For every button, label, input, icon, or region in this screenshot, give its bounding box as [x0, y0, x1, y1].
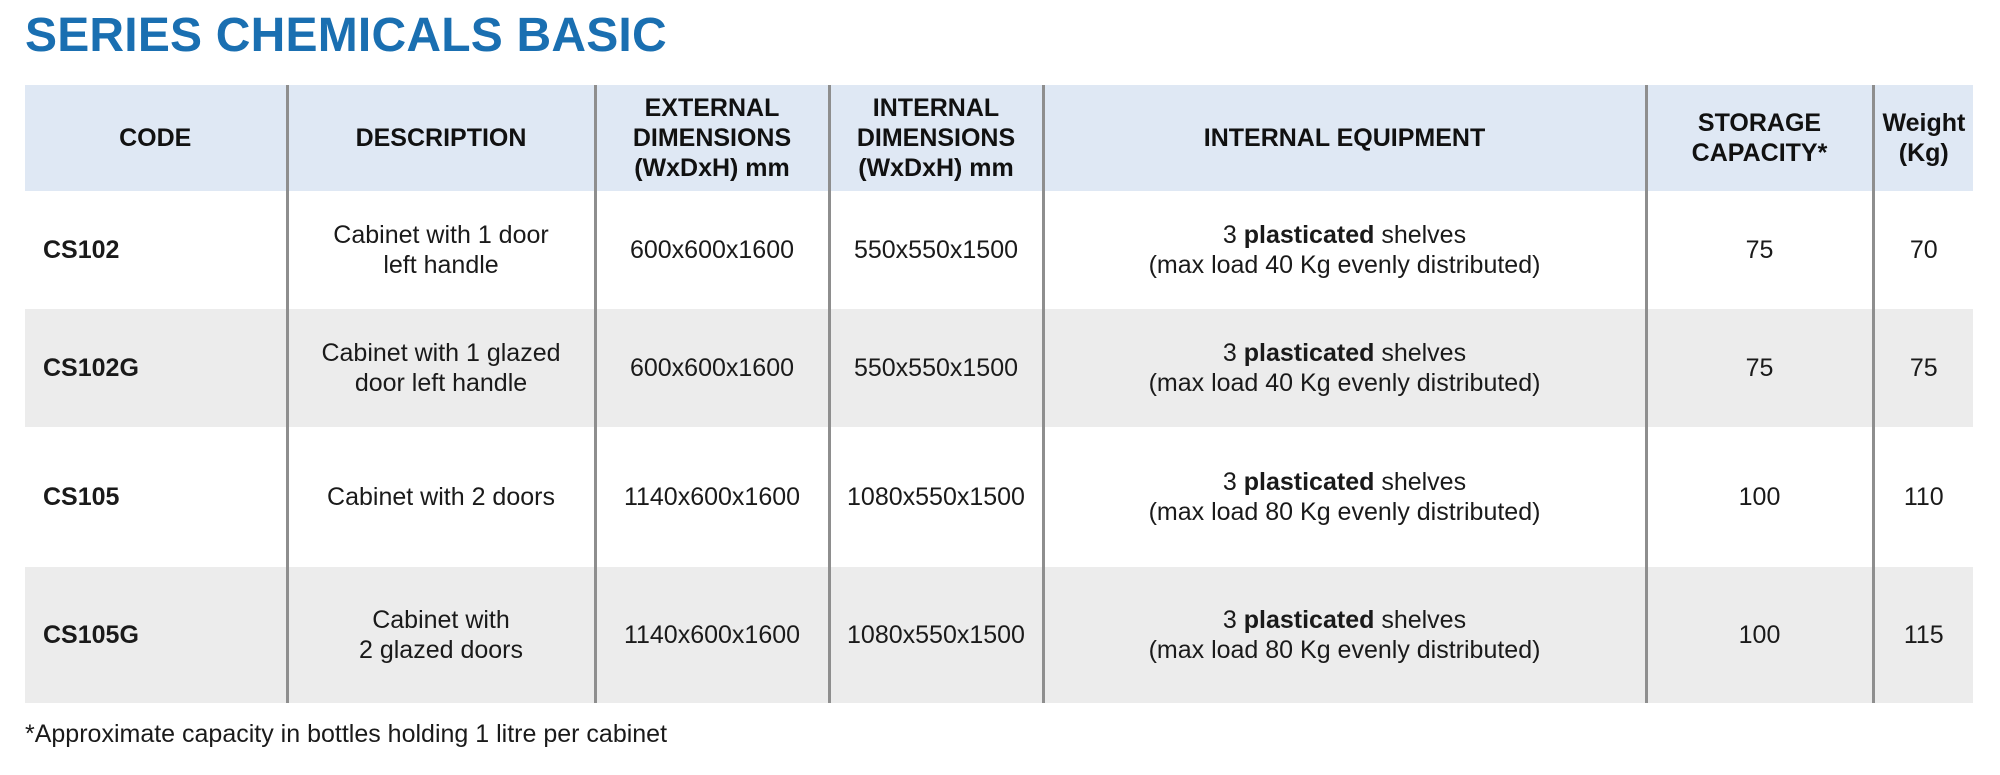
cell-external-dimensions: 1140x600x1600	[595, 427, 829, 567]
header-external-dimensions	[595, 85, 829, 191]
equipment-load: (max load 40 Kg evenly distributed)	[1148, 251, 1541, 279]
cell-weight: 70	[1873, 191, 1973, 309]
header-row	[25, 85, 1973, 191]
header-text: STORAGE	[1697, 109, 1822, 137]
cell-external-dimensions: 600x600x1600	[595, 309, 829, 427]
cell-description	[287, 191, 595, 309]
equipment-count: 3	[1222, 606, 1244, 634]
cell-description	[287, 309, 595, 427]
equipment-load: (max load 40 Kg evenly distributed)	[1148, 369, 1541, 397]
cell-storage-capacity: 75	[1646, 309, 1873, 427]
header-text: (WxDxH) mm	[858, 154, 1014, 182]
equipment-line	[1053, 467, 1637, 497]
equipment-item: shelves	[1374, 339, 1467, 367]
equipment-line	[1053, 220, 1637, 250]
equipment-count: 3	[1222, 221, 1244, 249]
description-line: Cabinet with	[372, 606, 510, 634]
equipment-material: plasticated	[1243, 468, 1375, 496]
description-line: Cabinet with 2 doors	[327, 483, 555, 511]
cell-internal-dimensions: 550x550x1500	[829, 191, 1043, 309]
footnote: *Approximate capacity in bottles holding 1 litre per cabinet	[25, 720, 668, 748]
equipment-count: 3	[1222, 339, 1244, 367]
description-line: door left handle	[354, 369, 528, 397]
header-weight	[1873, 85, 1973, 191]
description-line: Cabinet with 1 glazed	[321, 339, 561, 367]
table-row	[25, 427, 1973, 567]
cell-internal-dimensions: 550x550x1500	[829, 309, 1043, 427]
cell-external-dimensions: 1140x600x1600	[595, 567, 829, 703]
header-text: (WxDxH) mm	[634, 154, 790, 182]
cell-internal-equipment	[1043, 191, 1646, 309]
cell-code: CS105G	[25, 567, 287, 703]
equipment-item: shelves	[1374, 606, 1467, 634]
header-text: CAPACITY*	[1691, 139, 1828, 167]
equipment-line	[1053, 605, 1637, 635]
equipment-load: (max load 80 Kg evenly distributed)	[1148, 498, 1541, 526]
table-row	[25, 567, 1973, 703]
cell-external-dimensions: 600x600x1600	[595, 191, 829, 309]
header-text: EXTERNAL	[644, 94, 780, 122]
cell-internal-dimensions: 1080x550x1500	[829, 567, 1043, 703]
cell-storage-capacity: 100	[1646, 567, 1873, 703]
cell-weight: 110	[1873, 427, 1973, 567]
description-line: left handle	[383, 251, 499, 279]
cell-internal-equipment	[1043, 567, 1646, 703]
equipment-load: (max load 80 Kg evenly distributed)	[1148, 636, 1541, 664]
cell-code: CS105	[25, 427, 287, 567]
description-line: Cabinet with 1 door	[333, 221, 549, 249]
header-internal-equipment: INTERNAL EQUIPMENT	[1043, 85, 1646, 191]
spec-table	[25, 85, 1973, 703]
cell-internal-dimensions: 1080x550x1500	[829, 427, 1043, 567]
cell-weight: 115	[1873, 567, 1973, 703]
description-line: 2 glazed doors	[358, 636, 523, 664]
cell-description	[287, 427, 595, 567]
cell-internal-equipment	[1043, 309, 1646, 427]
header-storage-capacity	[1646, 85, 1873, 191]
cell-code: CS102G	[25, 309, 287, 427]
cell-weight: 75	[1873, 309, 1973, 427]
equipment-count: 3	[1222, 468, 1244, 496]
equipment-line	[1053, 338, 1637, 368]
table-row	[25, 191, 1973, 309]
header-text: (Kg)	[1898, 139, 1949, 167]
equipment-material: plasticated	[1243, 339, 1375, 367]
header-internal-dimensions	[829, 85, 1043, 191]
cell-internal-equipment	[1043, 427, 1646, 567]
equipment-material: plasticated	[1243, 221, 1375, 249]
header-code: CODE	[25, 85, 287, 191]
cell-storage-capacity: 100	[1646, 427, 1873, 567]
cell-storage-capacity: 75	[1646, 191, 1873, 309]
equipment-item: shelves	[1374, 221, 1467, 249]
header-text: Weight	[1882, 109, 1966, 137]
page-title: SERIES CHEMICALS BASIC	[25, 9, 667, 62]
cell-code: CS102	[25, 191, 287, 309]
equipment-material: plasticated	[1243, 606, 1375, 634]
header-text: DIMENSIONS	[632, 124, 792, 152]
header-text: INTERNAL	[872, 94, 1000, 122]
equipment-item: shelves	[1374, 468, 1467, 496]
cell-description	[287, 567, 595, 703]
table-row	[25, 309, 1973, 427]
header-description: DESCRIPTION	[287, 85, 595, 191]
header-text: DIMENSIONS	[856, 124, 1016, 152]
